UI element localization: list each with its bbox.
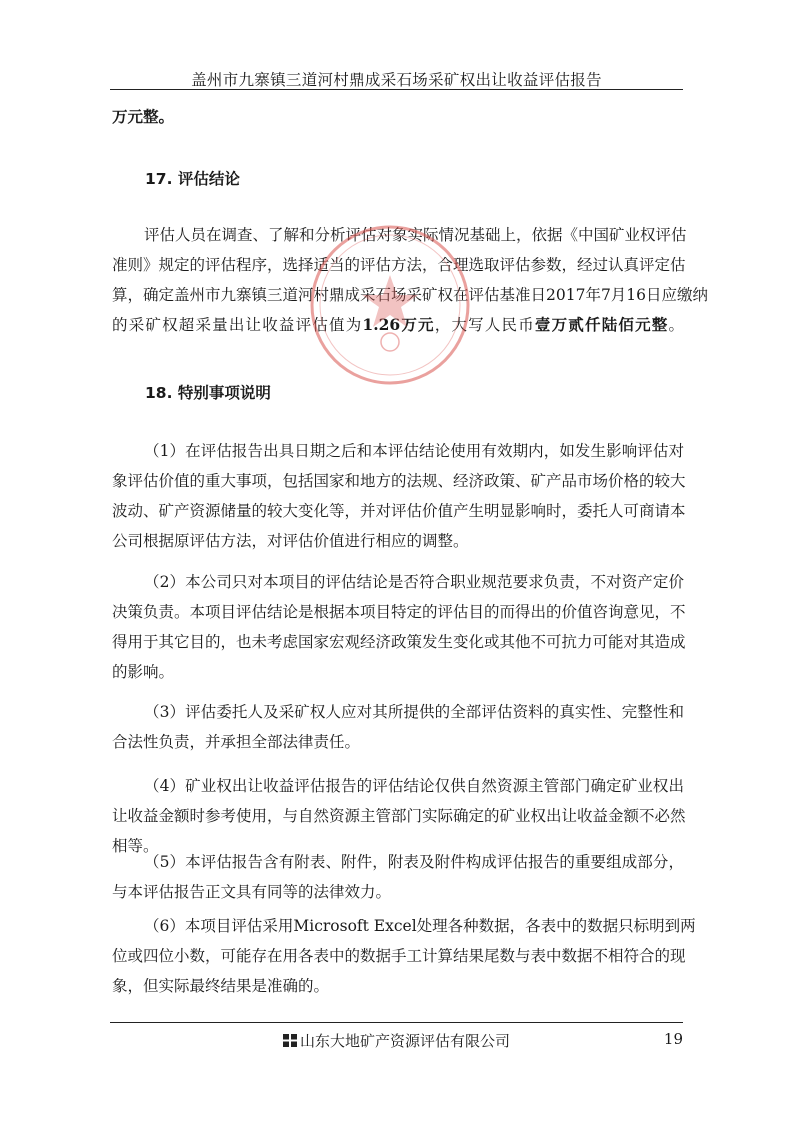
- paragraph-line: 算，确定盖州市九寨镇三道河村鼎成采石场采矿权在评估基准日2017年7月16日应缴纳: [112, 286, 709, 304]
- special-note-item: [112, 567, 684, 687]
- section-17-paragraph: [112, 220, 709, 340]
- paragraph-line: 与本评估报告正文具有同等的法律效力。: [112, 883, 392, 901]
- paragraph-line: 位或四位小数，可能存在用各表中的数据手工计算结果尾数与表中数据不相符合的现: [112, 947, 686, 965]
- paragraph-line: （2）本公司只对本项目的评估结论是否符合职业规范要求负责，不对资产定价: [144, 573, 684, 591]
- paragraph-line: 象，但实际最终结果是准确的。: [112, 977, 330, 995]
- paragraph-line: 准则》规定的评估程序，选择适当的评估方法，合理选取评估参数，经过认真评定估: [112, 256, 686, 274]
- special-note-item: [112, 911, 696, 1001]
- company-name: 山东大地矿产资源评估有限公司: [299, 1032, 510, 1050]
- paragraph-line: 评估人员在调查、了解和分析评估对象实际情况基础上，依据《中国矿业权评估: [144, 226, 687, 244]
- company-logo-icon: [283, 1034, 297, 1047]
- paragraph-line: 的影响。: [112, 663, 175, 681]
- paragraph-line: 决策负责。本项目评估结论是根据本项目特定的评估目的而得出的价值咨询意见，不: [112, 603, 686, 621]
- paragraph-line: 得用于其它目的，也未考虑国家宏观经济政策发生变化或其他不可抗力可能对其造成: [112, 633, 686, 651]
- paragraph-line: （5）本评估报告含有附表、附件，附表及附件构成评估报告的重要组成部分，: [144, 853, 684, 871]
- paragraph-line: 相等。: [112, 837, 159, 855]
- paragraph-line: [112, 310, 684, 340]
- section-17-heading: 17. 评估结论: [145, 170, 240, 188]
- paragraph-line: （4）矿业权出让收益评估报告的评估结论仅供自然资源主管部门确定矿业权出: [144, 777, 684, 795]
- paragraph-line: 波动、矿产资源储量的较大变化等，并对评估价值产生明显影响时，委托人可商请本: [112, 502, 686, 520]
- assessed-value-words: 壹万贰仟陆佰元整: [534, 315, 669, 334]
- special-note-item: [112, 436, 684, 556]
- continuation-text: 万元整。: [112, 107, 175, 126]
- conclusion-mid: ，大写人民币: [434, 316, 535, 334]
- header-title: 盖州市九寨镇三道河村鼎成采石场采矿权出让收益评估报告: [191, 71, 602, 89]
- paragraph-line: （1）在评估报告出具日期之后和本评估结论使用有效期内，如发生影响评估对: [144, 442, 684, 460]
- footer-divider: [110, 1022, 683, 1023]
- special-note-item: [112, 697, 684, 757]
- assessed-value: 1.26万元: [362, 315, 435, 334]
- paragraph-line: 公司根据原评估方法，对评估价值进行相应的调整。: [112, 532, 469, 550]
- paragraph-line: （6）本项目评估采用Microsoft Excel处理各种数据，各表中的数据只标明到两: [144, 917, 696, 935]
- section-18-heading: 18. 特别事项说明: [145, 384, 271, 402]
- paragraph-line: 让收益金额时参考使用，与自然资源主管部门实际确定的矿业权出让收益金额不必然: [112, 807, 686, 825]
- paragraph-line: 合法性负责，并承担全部法律责任。: [112, 733, 361, 751]
- paragraph-line: 象评估价值的重大事项，包括国家和地方的法规、经济政策、矿产品市场价格的较大: [112, 472, 686, 490]
- page-number: 19: [663, 1030, 683, 1048]
- special-note-item: [112, 847, 684, 907]
- paragraph-line: （3）评估委托人及采矿权人应对其所提供的全部评估资料的真实性、完整性和: [144, 703, 684, 721]
- conclusion-prefix: 的采矿权超采量出让收益评估值为: [112, 316, 363, 334]
- header-divider: [110, 89, 683, 90]
- conclusion-end: 。: [668, 316, 684, 334]
